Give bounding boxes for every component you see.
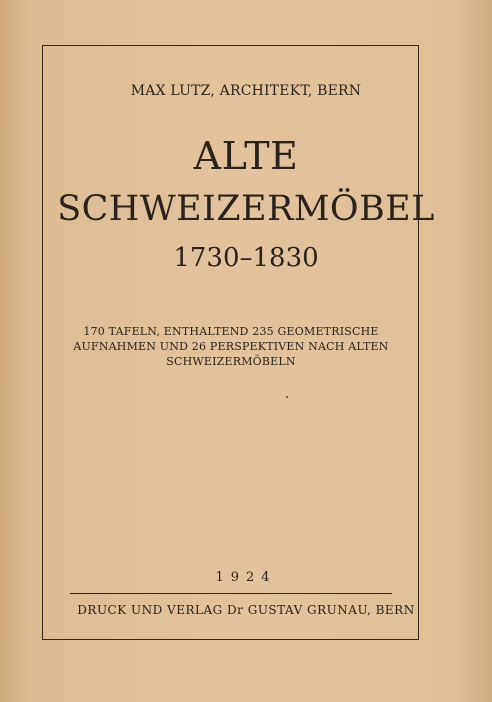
publication-year: 1924 bbox=[215, 570, 277, 585]
ink-dot bbox=[286, 396, 288, 398]
author-line: MAX LUTZ, ARCHITEKT, BERN bbox=[130, 83, 362, 99]
description-text: 170 TAFELN, ENTHALTEND 235 GEOMETRISCHE AUFNAHMEN UND 26 PERSPEKTIVEN NACH ALTEN SCHWEIZERMÖBELN bbox=[73, 325, 389, 368]
horizontal-rule bbox=[70, 593, 392, 594]
title-line-1: ALTE bbox=[193, 134, 299, 178]
publisher-line: DRUCK UND VERLAG Dr GUSTAV GRUNAU, BERN bbox=[77, 603, 415, 617]
date-range: 1730–1830 bbox=[173, 243, 319, 273]
title-line-2: SCHWEIZERMÖBEL bbox=[57, 189, 435, 229]
